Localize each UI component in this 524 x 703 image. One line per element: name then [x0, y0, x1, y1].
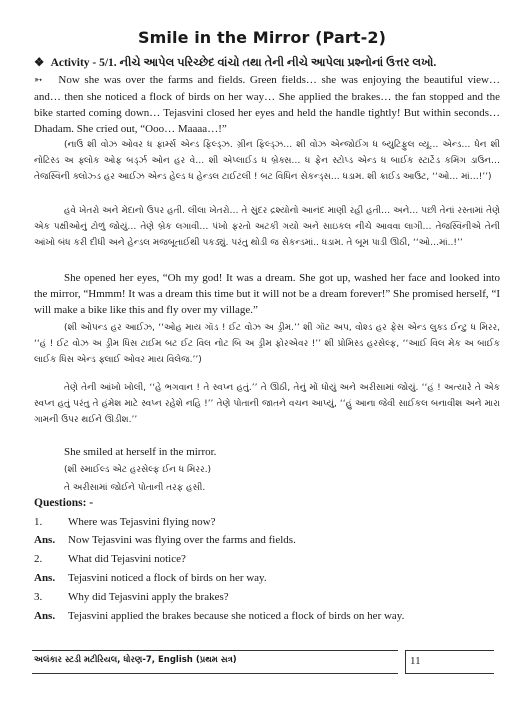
question-number: 1. [34, 516, 43, 528]
passage-text-1: Now she was over the farms and fields. Green fields… she was enjoying the beautiful view… and… then she noticed a flock of birds on her way… She applied the brakes… the fan stopped and the bike started coming down… Tejasvini closed her eyes and held the handle tightly! But within seconds… Dhadam. She cried out, “Ooo… Maaaa…!” [34, 74, 500, 135]
diamond-bullet-icon: ❖ [34, 57, 45, 69]
question-text: Why did Tejasvini apply the brakes? [68, 591, 229, 603]
page-footer [32, 650, 398, 674]
passage-gujarati-transliteration-3: (શી સ્માઈલ્ડ એટ હરસેલ્ફ ઈન ધ મિરર.) [64, 465, 212, 475]
passage-gujarati-transliteration-1: (નાઉ શી વોઝ ઓવર ધ ફાર્મ્સ એન્ડ ફિલ્ડ્ઝ. ગ્રીન ફિલ્ડ્ઝ… શી વોઝ એન્જોઈંગ ધ બ્યુટિફુલ વ્યૂ… એન્ડ… ધેન શી નોટિસ્ડ અ ફ્લોક ઓફ બર્ડ્ઝ ઓન હર વે… શી એપ્લાઈડ ધ બ્રેક્સ… ધ ફેન સ્ટોપ્ડ એન્ડ ધ બાઈક સ્ટાર્ટેડ કમિંગ ડાઉન… તેજસ્વિની ક્લોઝ્ડ હર આઈઝ એન્ડ હેલ્ડ ધ હેન્ડલ ટાઈટલી ! બટ વિધિન સેકન્ડ્સ… ધડામ. શી ક્રાઈડ આઉટ, ‘‘ઓ… માં…!’’) [34, 140, 500, 183]
question-text: Where was Tejasvini flying now? [68, 516, 216, 528]
question-1 [34, 514, 504, 530]
question-2 [34, 551, 504, 567]
passage-gujarati-translation-1: હવે ખેતરો અને મેદાનો ઉપર હતી. લીલા ખેતરો… તે સુંદર દ્રશ્યોનો આનંદ માણી રહી હતી… અને… પછી તેનાં રસ્તામાં તેણે એક પક્ષીઓનું ટોળું જોયું… તેણે બ્રેક લગાવી… પંખો ફરતો અટકી ગયો અને સાઇકલ નીચે આવવા લાગી… તેજસ્વિનીએ તેની આંખો બંધ કરી દીધી અને હેન્ડલ મજબૂતાઈથી પકડ્યું. પરંતુ થોડી જ સેકન્ડમાં.. ધડામ. તે બૂમ પાડી ઊઠી, ‘‘ઓ…માં..!’’ [34, 206, 500, 249]
passage-gujarati-translation-3: તે અરીસામાં જોઈને પોતાની તરફ હસી. [64, 483, 206, 493]
activity-label: Activity - 5/1. [50, 57, 117, 69]
page-number-box [405, 650, 494, 674]
passage-gujarati-translation-2: તેણે તેની આંખો ખોલી, ‘‘હે ભગવાન ! તે સ્વપ્ન હતું.’’ તે ઊઠી, તેનું મોં ધોયું અને અરીસામાં જોયું. ‘‘હં ! અત્યારે તે એક સ્વપ્ન હતું પરંતુ તે હંમેશ માટે સ્વપ્ન રહેશે નહિ !’’ તેણે પોતાની જાતને વચન આપ્યું, ‘‘હું આના જેવી સાઈકલ બનાવીશ અને મારા ગામની ઉપર થઈને ઊડીશ.’’ [34, 383, 500, 426]
question-text: What did Tejasvini notice? [68, 553, 186, 565]
answer-label: Ans. [34, 610, 56, 622]
passage-paragraph-2: She opened her eyes, “Oh my god! It was a dream. She got up, washed her face and looked into the mirror, “Hmmm! It was a dream this time but it will not be a dream forever!” She promised herself, “I will make a bike like this and fly over my village.” [34, 272, 500, 316]
question-3 [34, 589, 504, 605]
activity-instruction: નીચે આપેલ પરિચ્છેદ વાંચો તથા તેની નીચે આપેલા પ્રશ્નોનાં ઉત્તર લખો. [119, 57, 437, 69]
answer-text: Now Tejasvini was flying over the farms and fields. [68, 534, 296, 546]
answer-text: Tejasvini noticed a flock of birds on her way. [68, 572, 267, 584]
footer-book-title: અલંકાર સ્ટડી મટીરિયલ, ધોરણ-7, English (પ્રથમ સત્ર) [34, 655, 237, 665]
passage-paragraph-1 [34, 72, 500, 137]
passage-paragraph-3: She smiled at herself in the mirror. [64, 446, 217, 458]
pointer-arrow-icon: ➳ [34, 75, 43, 86]
questions-heading: Questions: - [34, 497, 94, 509]
page-title: Smile in the Mirror (Part-2) [138, 28, 386, 47]
answer-text: Tejasvini applied the brakes because she noticed a flock of birds on her way. [68, 610, 405, 622]
answer-label: Ans. [34, 534, 56, 546]
activity-heading [34, 55, 504, 70]
question-number: 2. [34, 553, 43, 565]
answer-1 [34, 532, 504, 548]
question-number: 3. [34, 591, 43, 603]
answer-2 [34, 570, 504, 586]
passage-gujarati-transliteration-2: (શી ઓપન્ડ હર આઈઝ, ‘‘ઓહ માય ગૉડ ! ઈટ વોઝ અ ડ્રીમ.’’ શી ગૉટ અપ, વોશ્ડ હર ફેસ એન્ડ લુક્ડ ઈન્ટુ ધ મિરર, ‘‘હં ! ઈટ વોઝ અ ડ્રીમ ધિસ ટાઈમ બટ ઈટ વિલ નોટ બિ અ ડ્રીમ ફોરએવર !’’ શી પ્રોમિસ્ડ હરસેલ્ફ, ‘‘આઈ વિલ મેક અ બાઈક લાઈક ધિસ એન્ડ ફ્લાઈ ઓવર માય વિલેજ.’’) [34, 323, 500, 366]
page-number: 11 [410, 655, 421, 667]
answer-label: Ans. [34, 572, 56, 584]
answer-3 [34, 608, 504, 624]
